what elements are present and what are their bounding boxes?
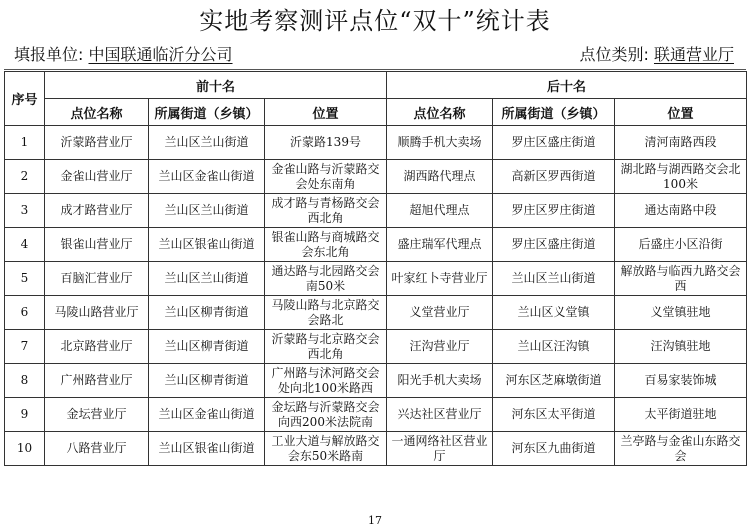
bottom-name-cell: 一通网络社区营业厅 bbox=[387, 432, 493, 466]
top-location-cell: 工业大道与解放路交会东50米路南 bbox=[265, 432, 387, 466]
seq-cell: 3 bbox=[5, 194, 45, 228]
bottom-street-cell: 河东区太平街道 bbox=[493, 398, 615, 432]
top-location-cell: 银雀山路与商城路交会东北角 bbox=[265, 228, 387, 262]
seq-cell: 9 bbox=[5, 398, 45, 432]
top-street-cell: 兰山区兰山街道 bbox=[149, 194, 265, 228]
table-row bbox=[5, 432, 747, 466]
bottom-location-cell: 通达南路中段 bbox=[615, 194, 747, 228]
bottom-name-cell: 阳光手机大卖场 bbox=[387, 364, 493, 398]
site-category-label: 点位类别: bbox=[579, 45, 649, 64]
table-row bbox=[5, 160, 747, 194]
top-location-cell: 通达路与北园路交会南50米 bbox=[265, 262, 387, 296]
bottom-name-cell: 汪沟营业厅 bbox=[387, 330, 493, 364]
top-street-header: 所属街道（乡镇） bbox=[149, 99, 265, 126]
seq-cell: 10 bbox=[5, 432, 45, 466]
bottom-location-cell: 汪沟镇驻地 bbox=[615, 330, 747, 364]
reporting-unit bbox=[14, 44, 233, 66]
bottom-location-cell: 百易家装饰城 bbox=[615, 364, 747, 398]
seq-header: 序号 bbox=[5, 72, 45, 126]
top-location-cell: 马陵山路与北京路交会路北 bbox=[265, 296, 387, 330]
site-category bbox=[579, 44, 734, 66]
top-name-cell: 成才路营业厅 bbox=[45, 194, 149, 228]
reporting-unit-label: 填报单位: bbox=[14, 45, 84, 64]
table-row bbox=[5, 330, 747, 364]
bottom-street-cell: 河东区九曲街道 bbox=[493, 432, 615, 466]
top-name-header: 点位名称 bbox=[45, 99, 149, 126]
bottom-name-cell: 叶家红卜寺营业厅 bbox=[387, 262, 493, 296]
bottom-name-cell: 超旭代理点 bbox=[387, 194, 493, 228]
top-street-cell: 兰山区柳青街道 bbox=[149, 296, 265, 330]
bottom-street-cell: 河东区芝麻墩街道 bbox=[493, 364, 615, 398]
seq-cell: 8 bbox=[5, 364, 45, 398]
top-name-cell: 广州路营业厅 bbox=[45, 364, 149, 398]
group-header-row bbox=[5, 72, 747, 99]
top-street-cell: 兰山区银雀山街道 bbox=[149, 432, 265, 466]
top-street-cell: 兰山区兰山街道 bbox=[149, 262, 265, 296]
top-name-cell: 沂蒙路营业厅 bbox=[45, 126, 149, 160]
top-location-header: 位置 bbox=[265, 99, 387, 126]
top-street-cell: 兰山区柳青街道 bbox=[149, 364, 265, 398]
top-name-cell: 金坛营业厅 bbox=[45, 398, 149, 432]
page-title: 实地考察测评点位“双十”统计表 bbox=[199, 7, 551, 35]
table-row bbox=[5, 262, 747, 296]
top-location-cell: 金坛路与沂蒙路交会向西200米法院南 bbox=[265, 398, 387, 432]
bottom-name-header: 点位名称 bbox=[387, 99, 493, 126]
top-name-cell: 银雀山营业厅 bbox=[45, 228, 149, 262]
top-location-cell: 成才路与青杨路交会西北角 bbox=[265, 194, 387, 228]
page-number: 17 bbox=[368, 514, 382, 527]
seq-cell: 7 bbox=[5, 330, 45, 364]
bottom-location-header: 位置 bbox=[615, 99, 747, 126]
top-location-cell: 沂蒙路139号 bbox=[265, 126, 387, 160]
site-category-value: 联通营业厅 bbox=[653, 45, 734, 64]
top-location-cell: 沂蒙路与北京路交会西北角 bbox=[265, 330, 387, 364]
table-row bbox=[5, 228, 747, 262]
bottom-street-cell: 罗庄区盛庄街道 bbox=[493, 228, 615, 262]
bottom-location-cell: 太平街道驻地 bbox=[615, 398, 747, 432]
bottom-location-cell: 后盛庄小区沿街 bbox=[615, 228, 747, 262]
top-street-cell: 兰山区金雀山街道 bbox=[149, 398, 265, 432]
bottom-location-cell: 兰亭路与金雀山东路交会 bbox=[615, 432, 747, 466]
bottom-name-cell: 湖西路代理点 bbox=[387, 160, 493, 194]
evaluation-table bbox=[4, 71, 747, 466]
bottom-location-cell: 清河南路西段 bbox=[615, 126, 747, 160]
table-row bbox=[5, 364, 747, 398]
bottom-name-cell: 义堂营业厅 bbox=[387, 296, 493, 330]
top-location-cell: 金雀山路与沂蒙路交会处东南角 bbox=[265, 160, 387, 194]
seq-cell: 6 bbox=[5, 296, 45, 330]
table-row bbox=[5, 194, 747, 228]
bottom-street-cell: 兰山区兰山街道 bbox=[493, 262, 615, 296]
seq-cell: 2 bbox=[5, 160, 45, 194]
table-row bbox=[5, 398, 747, 432]
bottom-street-cell: 罗庄区罗庄街道 bbox=[493, 194, 615, 228]
top-street-cell: 兰山区兰山街道 bbox=[149, 126, 265, 160]
bottom-street-cell: 高新区罗西街道 bbox=[493, 160, 615, 194]
bottom-location-cell: 湖北路与湖西路交会北100米 bbox=[615, 160, 747, 194]
reporting-unit-value: 中国联通临沂分公司 bbox=[88, 45, 233, 64]
bottom-street-cell: 罗庄区盛庄街道 bbox=[493, 126, 615, 160]
top-street-cell: 兰山区银雀山街道 bbox=[149, 228, 265, 262]
top-name-cell: 金雀山营业厅 bbox=[45, 160, 149, 194]
bottom-group-header: 后十名 bbox=[387, 72, 747, 99]
top-group-header: 前十名 bbox=[45, 72, 387, 99]
bottom-street-header: 所属街道（乡镇） bbox=[493, 99, 615, 126]
column-header-row bbox=[5, 99, 747, 126]
bottom-name-cell: 盛庄瑞军代理点 bbox=[387, 228, 493, 262]
top-name-cell: 马陵山路营业厅 bbox=[45, 296, 149, 330]
bottom-location-cell: 义堂镇驻地 bbox=[615, 296, 747, 330]
bottom-street-cell: 兰山区汪沟镇 bbox=[493, 330, 615, 364]
seq-cell: 5 bbox=[5, 262, 45, 296]
top-name-cell: 百脑汇营业厅 bbox=[45, 262, 149, 296]
top-name-cell: 北京路营业厅 bbox=[45, 330, 149, 364]
table-row bbox=[5, 126, 747, 160]
bottom-location-cell: 解放路与临西九路交会西 bbox=[615, 262, 747, 296]
seq-cell: 1 bbox=[5, 126, 45, 160]
top-location-cell: 广州路与沭河路交会处向北100米路西 bbox=[265, 364, 387, 398]
bottom-name-cell: 兴达社区营业厅 bbox=[387, 398, 493, 432]
table-row bbox=[5, 296, 747, 330]
bottom-street-cell: 兰山区义堂镇 bbox=[493, 296, 615, 330]
bottom-name-cell: 顺腾手机大卖场 bbox=[387, 126, 493, 160]
top-street-cell: 兰山区金雀山街道 bbox=[149, 160, 265, 194]
top-street-cell: 兰山区柳青街道 bbox=[149, 330, 265, 364]
header-divider bbox=[4, 69, 746, 70]
seq-cell: 4 bbox=[5, 228, 45, 262]
top-name-cell: 八路营业厅 bbox=[45, 432, 149, 466]
